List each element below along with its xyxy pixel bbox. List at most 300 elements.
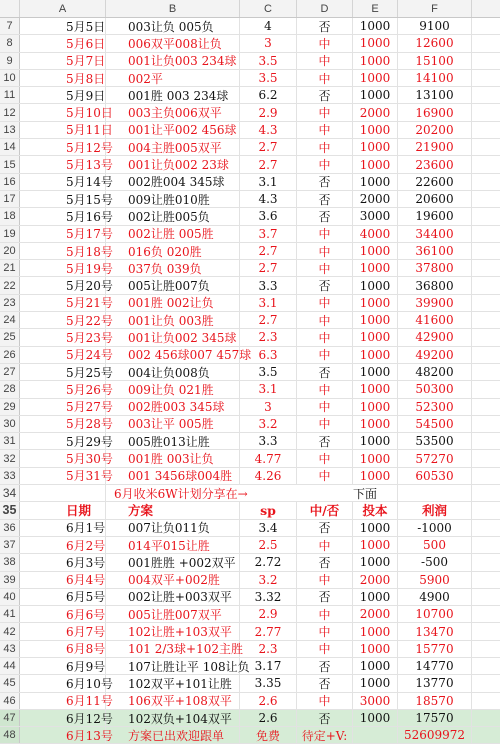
row-number[interactable]: 35 — [0, 502, 20, 518]
date-cell[interactable]: 5月14号 — [20, 174, 106, 190]
stake-cell[interactable] — [353, 727, 398, 743]
plan-cell[interactable]: 102双平+101让胜 — [106, 675, 240, 691]
row-number[interactable]: 39 — [0, 572, 20, 588]
result-cell[interactable]: 中 — [297, 312, 353, 328]
sp-cell[interactable]: 3.32 — [240, 589, 297, 605]
result-cell[interactable]: 中 — [297, 35, 353, 51]
stake-cell[interactable]: 1000 — [353, 710, 398, 726]
result-cell[interactable]: 中 — [297, 53, 353, 69]
stake-cell[interactable]: 2000 — [353, 191, 398, 207]
sp-cell[interactable]: 2.9 — [240, 104, 297, 120]
result-cell[interactable]: 否 — [297, 520, 353, 536]
row-number[interactable]: 24 — [0, 312, 20, 328]
plan-cell[interactable]: 001让负002 345球 — [106, 329, 240, 345]
sp-cell[interactable]: 2.7 — [240, 243, 297, 259]
stake-cell[interactable]: 1000 — [353, 53, 398, 69]
stake-cell[interactable]: 1000 — [353, 87, 398, 103]
profit-cell[interactable]: 23600 — [398, 156, 472, 172]
row-number[interactable]: 13 — [0, 122, 20, 138]
profit-cell[interactable]: 500 — [398, 537, 472, 553]
result-cell[interactable]: 中 — [297, 606, 353, 622]
profit-cell[interactable]: 36800 — [398, 277, 472, 293]
stake-cell[interactable]: 1000 — [353, 450, 398, 466]
profit-cell[interactable]: -1000 — [398, 520, 472, 536]
profit-cell[interactable]: 42900 — [398, 329, 472, 345]
sp-cell[interactable]: 2.6 — [240, 693, 297, 709]
plan-cell[interactable]: 002让胜005负 — [106, 208, 240, 224]
stake-cell[interactable]: 1000 — [353, 520, 398, 536]
sp-cell[interactable]: 2.7 — [240, 139, 297, 155]
sp-cell[interactable]: 4 — [240, 18, 297, 34]
stake-cell[interactable]: 4000 — [353, 226, 398, 242]
sp-cell[interactable]: 2.9 — [240, 606, 297, 622]
profit-cell[interactable]: 利润 — [398, 502, 472, 518]
stake-cell[interactable]: 1000 — [353, 70, 398, 86]
sp-cell[interactable]: 6.2 — [240, 87, 297, 103]
sp-cell[interactable]: 3.5 — [240, 364, 297, 380]
date-cell[interactable]: 6月4号 — [20, 572, 106, 588]
date-cell[interactable]: 5月9日 — [20, 87, 106, 103]
row-number[interactable]: 43 — [0, 641, 20, 657]
stake-cell[interactable]: 1000 — [353, 35, 398, 51]
sp-cell[interactable]: 3.4 — [240, 520, 297, 536]
result-cell[interactable]: 中 — [297, 329, 353, 345]
stake-cell[interactable]: 1000 — [353, 277, 398, 293]
plan-cell[interactable]: 037负 039负 — [106, 260, 240, 276]
stake-cell[interactable]: 1000 — [353, 156, 398, 172]
sp-cell[interactable]: 2.7 — [240, 312, 297, 328]
result-cell[interactable]: 否 — [297, 589, 353, 605]
result-cell[interactable]: 否 — [297, 658, 353, 674]
plan-cell[interactable]: 002胜004 345球 — [106, 174, 240, 190]
profit-cell[interactable]: -500 — [398, 554, 472, 570]
row-number[interactable]: 23 — [0, 295, 20, 311]
date-cell[interactable]: 6月8号 — [20, 641, 106, 657]
stake-cell[interactable]: 1000 — [353, 364, 398, 380]
stake-cell[interactable]: 投本 — [353, 502, 398, 518]
date-cell[interactable]: 6月7号 — [20, 623, 106, 639]
result-cell[interactable]: 中 — [297, 450, 353, 466]
stake-cell[interactable]: 1000 — [353, 18, 398, 34]
sp-cell[interactable]: 4.3 — [240, 122, 297, 138]
date-cell[interactable]: 5月25号 — [20, 364, 106, 380]
plan-cell[interactable]: 102让胜+103双平 — [106, 623, 240, 639]
profit-cell[interactable]: 16900 — [398, 104, 472, 120]
profit-cell[interactable]: 36100 — [398, 243, 472, 259]
profit-cell[interactable] — [398, 485, 472, 501]
plan-cell[interactable]: 014平015让胜 — [106, 537, 240, 553]
profit-cell[interactable]: 37800 — [398, 260, 472, 276]
result-cell[interactable]: 中 — [297, 381, 353, 397]
plan-cell[interactable]: 005让胜007双平 — [106, 606, 240, 622]
row-number[interactable]: 27 — [0, 364, 20, 380]
plan-cell[interactable]: 001让平002 456球 — [106, 122, 240, 138]
date-cell[interactable]: 5月30号 — [20, 450, 106, 466]
date-cell[interactable]: 6月13号 — [20, 727, 106, 743]
plan-cell[interactable]: 007让负011负 — [106, 520, 240, 536]
date-cell[interactable]: 日期 — [20, 502, 106, 518]
result-cell[interactable]: 否 — [297, 208, 353, 224]
stake-cell[interactable]: 2000 — [353, 606, 398, 622]
result-cell[interactable]: 否 — [297, 87, 353, 103]
result-cell[interactable]: 否 — [297, 277, 353, 293]
column-header-d[interactable]: D — [297, 0, 353, 17]
stake-cell[interactable]: 3000 — [353, 693, 398, 709]
stake-cell[interactable]: 1000 — [353, 623, 398, 639]
column-header-f[interactable]: F — [398, 0, 472, 17]
plan-cell[interactable]: 003让负 005负 — [106, 18, 240, 34]
plan-cell[interactable]: 004双平+002胜 — [106, 572, 240, 588]
sp-cell[interactable]: 3.1 — [240, 174, 297, 190]
plan-cell[interactable]: 001 3456球004胜 — [106, 468, 240, 484]
row-number[interactable]: 25 — [0, 329, 20, 345]
stake-cell[interactable]: 2000 — [353, 572, 398, 588]
plan-cell[interactable]: 001胜 002让负 — [106, 295, 240, 311]
profit-cell[interactable]: 14770 — [398, 658, 472, 674]
date-cell[interactable]: 5月7日 — [20, 53, 106, 69]
profit-cell[interactable]: 17570 — [398, 710, 472, 726]
date-cell[interactable]: 5月12号 — [20, 139, 106, 155]
profit-cell[interactable]: 18570 — [398, 693, 472, 709]
profit-cell[interactable]: 34400 — [398, 226, 472, 242]
profit-cell[interactable]: 52300 — [398, 399, 472, 415]
profit-cell[interactable]: 54500 — [398, 416, 472, 432]
stake-cell[interactable]: 1000 — [353, 468, 398, 484]
result-cell[interactable]: 中 — [297, 641, 353, 657]
row-number[interactable]: 19 — [0, 226, 20, 242]
sp-cell[interactable]: 3.7 — [240, 226, 297, 242]
result-cell[interactable]: 中 — [297, 572, 353, 588]
sp-cell[interactable]: 3.3 — [240, 433, 297, 449]
column-header-a[interactable]: A — [20, 0, 106, 17]
sp-cell[interactable]: 3.6 — [240, 208, 297, 224]
date-cell[interactable]: 5月11日 — [20, 122, 106, 138]
profit-cell[interactable]: 12600 — [398, 35, 472, 51]
date-cell[interactable]: 6月2号 — [20, 537, 106, 553]
profit-cell[interactable]: 14100 — [398, 70, 472, 86]
date-cell[interactable]: 6月3号 — [20, 554, 106, 570]
plan-cell[interactable]: 001胜胜 +002双平 — [106, 554, 240, 570]
plan-cell[interactable]: 101 2/3球+102主胜 — [106, 641, 240, 657]
sp-cell[interactable]: 3.35 — [240, 675, 297, 691]
date-cell[interactable]: 6月1号 — [20, 520, 106, 536]
row-number[interactable]: 29 — [0, 399, 20, 415]
note-right-cell[interactable]: 下面 — [353, 485, 398, 501]
result-cell[interactable]: 中 — [297, 623, 353, 639]
profit-cell[interactable]: 52609972 — [398, 727, 472, 743]
plan-cell[interactable]: 006双平008让负 — [106, 35, 240, 51]
date-cell[interactable]: 5月26号 — [20, 381, 106, 397]
profit-cell[interactable]: 19600 — [398, 208, 472, 224]
date-cell[interactable]: 5月19号 — [20, 260, 106, 276]
stake-cell[interactable]: 1000 — [353, 433, 398, 449]
date-cell[interactable]: 5月16号 — [20, 208, 106, 224]
profit-cell[interactable]: 9100 — [398, 18, 472, 34]
sp-cell[interactable]: 6.3 — [240, 347, 297, 363]
row-number[interactable]: 11 — [0, 87, 20, 103]
plan-cell[interactable]: 002 456球007 457球 — [106, 347, 240, 363]
row-number[interactable]: 41 — [0, 606, 20, 622]
profit-cell[interactable]: 13100 — [398, 87, 472, 103]
profit-cell[interactable]: 20600 — [398, 191, 472, 207]
result-cell[interactable]: 否 — [297, 554, 353, 570]
date-cell[interactable]: 6月6号 — [20, 606, 106, 622]
stake-cell[interactable]: 1000 — [353, 399, 398, 415]
date-cell[interactable]: 5月15号 — [20, 191, 106, 207]
sp-cell[interactable]: 免费 — [240, 727, 297, 743]
result-cell[interactable]: 中 — [297, 260, 353, 276]
result-cell[interactable]: 否 — [297, 675, 353, 691]
sp-cell[interactable]: 3.3 — [240, 277, 297, 293]
stake-cell[interactable]: 1000 — [353, 347, 398, 363]
result-cell[interactable]: 否 — [297, 174, 353, 190]
row-number[interactable]: 36 — [0, 520, 20, 536]
plan-cell[interactable]: 002平 — [106, 70, 240, 86]
plan-cell[interactable]: 106双平+108双平 — [106, 693, 240, 709]
date-cell[interactable]: 5月28号 — [20, 416, 106, 432]
stake-cell[interactable]: 1000 — [353, 329, 398, 345]
date-cell[interactable]: 5月24号 — [20, 347, 106, 363]
row-number[interactable]: 34 — [0, 485, 20, 501]
row-number[interactable]: 31 — [0, 433, 20, 449]
profit-cell[interactable]: 57270 — [398, 450, 472, 466]
result-cell[interactable]: 否 — [297, 191, 353, 207]
profit-cell[interactable]: 22600 — [398, 174, 472, 190]
result-cell[interactable]: 中 — [297, 347, 353, 363]
sp-cell[interactable]: 3.1 — [240, 381, 297, 397]
stake-cell[interactable]: 1000 — [353, 381, 398, 397]
date-cell[interactable]: 6月5号 — [20, 589, 106, 605]
row-number[interactable]: 18 — [0, 208, 20, 224]
sp-cell[interactable]: 4.3 — [240, 191, 297, 207]
sp-cell[interactable]: 3.5 — [240, 70, 297, 86]
date-cell[interactable]: 5月10日 — [20, 104, 106, 120]
plan-cell[interactable]: 009让胜010胜 — [106, 191, 240, 207]
result-cell[interactable]: 中 — [297, 139, 353, 155]
date-cell[interactable]: 5月27号 — [20, 399, 106, 415]
row-number[interactable]: 12 — [0, 104, 20, 120]
plan-cell[interactable]: 003让平 005胜 — [106, 416, 240, 432]
row-number[interactable]: 30 — [0, 416, 20, 432]
sp-cell[interactable]: 2.72 — [240, 554, 297, 570]
result-cell[interactable] — [297, 485, 353, 501]
sp-cell[interactable]: 3 — [240, 35, 297, 51]
result-cell[interactable]: 否 — [297, 18, 353, 34]
profit-cell[interactable]: 60530 — [398, 468, 472, 484]
sp-cell[interactable]: 3.2 — [240, 416, 297, 432]
row-number[interactable]: 17 — [0, 191, 20, 207]
row-number[interactable]: 37 — [0, 537, 20, 553]
plan-cell[interactable]: 001胜 003让负 — [106, 450, 240, 466]
result-cell[interactable]: 中 — [297, 295, 353, 311]
plan-cell[interactable]: 002胜003 345球 — [106, 399, 240, 415]
plan-cell[interactable]: 001让负 003胜 — [106, 312, 240, 328]
plan-cell[interactable]: 004主胜005双平 — [106, 139, 240, 155]
column-header-b[interactable]: B — [106, 0, 240, 17]
result-cell[interactable]: 中 — [297, 399, 353, 415]
result-cell[interactable]: 中 — [297, 416, 353, 432]
row-number[interactable]: 48 — [0, 727, 20, 743]
profit-cell[interactable]: 50300 — [398, 381, 472, 397]
sp-cell[interactable]: 3.17 — [240, 658, 297, 674]
row-number[interactable]: 20 — [0, 243, 20, 259]
plan-cell[interactable]: 102双负+104双平 — [106, 710, 240, 726]
sp-cell[interactable]: 3.2 — [240, 572, 297, 588]
profit-cell[interactable]: 53500 — [398, 433, 472, 449]
profit-cell[interactable]: 20200 — [398, 122, 472, 138]
plan-cell[interactable]: 003主负006双平 — [106, 104, 240, 120]
sp-cell[interactable]: 2.5 — [240, 537, 297, 553]
result-cell[interactable]: 否 — [297, 433, 353, 449]
sp-cell[interactable]: 2.77 — [240, 623, 297, 639]
stake-cell[interactable]: 1000 — [353, 641, 398, 657]
date-cell[interactable]: 5月22号 — [20, 312, 106, 328]
date-cell[interactable]: 5月5日 — [20, 18, 106, 34]
stake-cell[interactable]: 1000 — [353, 675, 398, 691]
plan-cell[interactable]: 方案 — [106, 502, 240, 518]
row-number[interactable]: 22 — [0, 277, 20, 293]
sp-cell[interactable]: 2.7 — [240, 156, 297, 172]
profit-cell[interactable]: 21900 — [398, 139, 472, 155]
stake-cell[interactable]: 2000 — [353, 104, 398, 120]
row-number[interactable]: 7 — [0, 18, 20, 34]
plan-cell[interactable]: 005胜013让胜 — [106, 433, 240, 449]
profit-cell[interactable]: 41600 — [398, 312, 472, 328]
profit-cell[interactable]: 48200 — [398, 364, 472, 380]
date-cell[interactable]: 5月20号 — [20, 277, 106, 293]
date-cell[interactable]: 5月23号 — [20, 329, 106, 345]
date-cell[interactable] — [20, 485, 106, 501]
date-cell[interactable]: 5月13号 — [20, 156, 106, 172]
sp-cell[interactable]: 2.7 — [240, 260, 297, 276]
date-cell[interactable]: 5月18号 — [20, 243, 106, 259]
result-cell[interactable]: 中 — [297, 122, 353, 138]
result-cell[interactable]: 中 — [297, 537, 353, 553]
date-cell[interactable]: 5月21号 — [20, 295, 106, 311]
row-number[interactable]: 14 — [0, 139, 20, 155]
date-cell[interactable]: 5月31号 — [20, 468, 106, 484]
stake-cell[interactable]: 1000 — [353, 243, 398, 259]
date-cell[interactable]: 6月11号 — [20, 693, 106, 709]
stake-cell[interactable]: 1000 — [353, 554, 398, 570]
plan-cell[interactable]: 001让负002 23球 — [106, 156, 240, 172]
result-cell[interactable]: 中 — [297, 156, 353, 172]
corner-cell[interactable] — [0, 0, 20, 17]
row-number[interactable]: 8 — [0, 35, 20, 51]
row-number[interactable]: 38 — [0, 554, 20, 570]
stake-cell[interactable]: 1000 — [353, 537, 398, 553]
date-cell[interactable]: 5月8日 — [20, 70, 106, 86]
date-cell[interactable]: 5月29号 — [20, 433, 106, 449]
row-number[interactable]: 45 — [0, 675, 20, 691]
plan-cell[interactable]: 005让胜007负 — [106, 277, 240, 293]
column-header-c[interactable]: C — [240, 0, 297, 17]
stake-cell[interactable]: 1000 — [353, 139, 398, 155]
row-number[interactable]: 21 — [0, 260, 20, 276]
plan-cell[interactable]: 107让胜让平 108让负 — [106, 658, 240, 674]
date-cell[interactable]: 6月12号 — [20, 710, 106, 726]
result-cell[interactable]: 待定+V: — [297, 727, 353, 743]
stake-cell[interactable]: 1000 — [353, 658, 398, 674]
stake-cell[interactable]: 1000 — [353, 589, 398, 605]
sp-cell[interactable]: 4.26 — [240, 468, 297, 484]
row-number[interactable]: 33 — [0, 468, 20, 484]
plan-cell[interactable]: 004让负008负 — [106, 364, 240, 380]
stake-cell[interactable]: 1000 — [353, 416, 398, 432]
plan-cell[interactable]: 方案已出欢迎跟单 — [106, 727, 240, 743]
stake-cell[interactable]: 1000 — [353, 174, 398, 190]
result-cell[interactable]: 否 — [297, 710, 353, 726]
row-number[interactable]: 44 — [0, 658, 20, 674]
date-cell[interactable]: 6月10号 — [20, 675, 106, 691]
profit-cell[interactable]: 39900 — [398, 295, 472, 311]
profit-cell[interactable]: 15770 — [398, 641, 472, 657]
result-cell[interactable]: 否 — [297, 364, 353, 380]
result-cell[interactable]: 中 — [297, 243, 353, 259]
profit-cell[interactable]: 13770 — [398, 675, 472, 691]
date-cell[interactable]: 6月9号 — [20, 658, 106, 674]
plan-cell[interactable]: 002让胜 005胜 — [106, 226, 240, 242]
profit-cell[interactable]: 5900 — [398, 572, 472, 588]
sp-cell[interactable]: 2.3 — [240, 329, 297, 345]
row-number[interactable]: 9 — [0, 53, 20, 69]
sp-cell[interactable]: 3 — [240, 399, 297, 415]
profit-cell[interactable]: 4900 — [398, 589, 472, 605]
sp-cell[interactable]: sp — [240, 502, 297, 518]
row-number[interactable]: 15 — [0, 156, 20, 172]
sp-cell[interactable]: 2.6 — [240, 710, 297, 726]
row-number[interactable]: 10 — [0, 70, 20, 86]
plan-cell[interactable]: 001让负003 234球 — [106, 53, 240, 69]
date-cell[interactable]: 5月17号 — [20, 226, 106, 242]
profit-cell[interactable]: 13470 — [398, 623, 472, 639]
stake-cell[interactable]: 1000 — [353, 260, 398, 276]
profit-cell[interactable]: 10700 — [398, 606, 472, 622]
row-number[interactable]: 47 — [0, 710, 20, 726]
profit-cell[interactable]: 49200 — [398, 347, 472, 363]
sp-cell[interactable]: 2.3 — [240, 641, 297, 657]
stake-cell[interactable]: 1000 — [353, 122, 398, 138]
row-number[interactable]: 28 — [0, 381, 20, 397]
result-cell[interactable]: 中 — [297, 693, 353, 709]
row-number[interactable]: 40 — [0, 589, 20, 605]
stake-cell[interactable]: 1000 — [353, 312, 398, 328]
result-cell[interactable]: 中 — [297, 70, 353, 86]
stake-cell[interactable]: 1000 — [353, 295, 398, 311]
sp-cell[interactable]: 3.5 — [240, 53, 297, 69]
sp-cell[interactable]: 4.77 — [240, 450, 297, 466]
row-number[interactable]: 42 — [0, 623, 20, 639]
row-number[interactable]: 46 — [0, 693, 20, 709]
result-cell[interactable]: 中 — [297, 226, 353, 242]
profit-cell[interactable]: 15100 — [398, 53, 472, 69]
row-number[interactable]: 16 — [0, 174, 20, 190]
row-number[interactable]: 32 — [0, 450, 20, 466]
plan-cell[interactable]: 009让负 021胜 — [106, 381, 240, 397]
plan-cell[interactable]: 016负 020胜 — [106, 243, 240, 259]
note-cell[interactable]: 6月收米6W计划分享在→ — [114, 486, 248, 501]
result-cell[interactable]: 中/否 — [297, 502, 353, 518]
date-cell[interactable]: 5月6日 — [20, 35, 106, 51]
sp-cell[interactable]: 3.1 — [240, 295, 297, 311]
result-cell[interactable]: 中 — [297, 104, 353, 120]
column-header-e[interactable]: E — [353, 0, 398, 17]
row-number[interactable]: 26 — [0, 347, 20, 363]
plan-cell[interactable]: 002让胜+003双平 — [106, 589, 240, 605]
stake-cell[interactable]: 3000 — [353, 208, 398, 224]
plan-cell[interactable]: 001胜 003 234球 — [106, 87, 240, 103]
result-cell[interactable]: 中 — [297, 468, 353, 484]
